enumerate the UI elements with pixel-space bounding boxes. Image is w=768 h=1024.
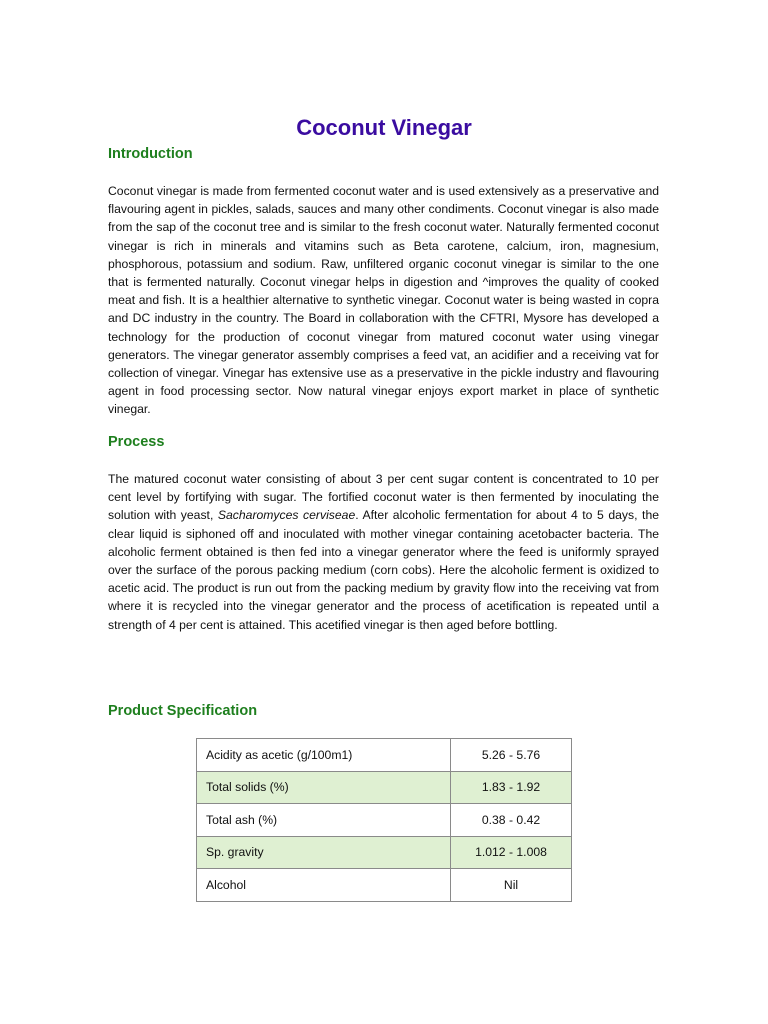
specification-table xyxy=(196,738,572,902)
introduction-heading: Introduction xyxy=(108,146,193,162)
value-cell: 5.26 - 5.76 xyxy=(451,739,572,772)
value-cell: 0.38 - 0.42 xyxy=(451,804,572,837)
table-row xyxy=(197,771,572,804)
parameter-cell: Acidity as acetic (g/100m1) xyxy=(197,739,451,772)
table-row xyxy=(197,836,572,869)
table-row xyxy=(197,804,572,837)
value-cell: 1.83 - 1.92 xyxy=(451,771,572,804)
introduction-paragraph: Coconut vinegar is made from fermented coconut water and is used extensively as a preservative and flavouring agent in pickles, salads, sauces and many other condiments. Coconut vinegar is also made from the sap of the coconut tree and is similar to the fresh coconut water. Naturally fermented coconut vinegar is rich in minerals and vitamins such as Beta carotene, calcium, iron, magnesium, phosphorous, potassium and sodium. Raw, unfiltered organic coconut vinegar is similar to the one that is fermented naturally. Coconut vinegar helps in digestion and ^improves the quality of cooked meat and fish. It is a healthier alternative to synthetic vinegar. Coconut water is being wasted in copra and DC industry in the country. The Board in collaboration with the CFTRI, Mysore has developed a technology for the production of coconut vinegar from matured coconut water using vinegar generators. The vinegar generator assembly comprises a feed vat, an acidifier and a receiving vat for collection of vinegar. Vinegar has extensive use as a preservative in the pickle industry and flavouring agent in food processing sector. Now natural vinegar enjoys export market in place of synthetic vinegar. xyxy=(108,184,659,417)
process-paragraph xyxy=(108,470,659,634)
parameter-cell: Alcohol xyxy=(197,869,451,902)
process-heading: Process xyxy=(108,434,165,450)
table-row xyxy=(197,739,572,772)
parameter-cell: Total solids (%) xyxy=(197,771,451,804)
yeast-species-name: Sacharomyces cerviseae xyxy=(217,508,356,523)
parameter-cell: Sp. gravity xyxy=(197,836,451,869)
table-row xyxy=(197,869,572,902)
value-cell: 1.012 - 1.008 xyxy=(451,836,572,869)
value-cell: Nil xyxy=(451,869,572,902)
page-title: Coconut Vinegar xyxy=(296,115,472,140)
parameter-cell: Total ash (%) xyxy=(197,804,451,837)
process-text-part-2: . After alcoholic fermentation for about 4 to 5 days, the clear liquid is siphoned off and inoculated with mother vinegar containing acetobacter bacteria. The alcoholic ferment obtained is then fed into a vinegar generator where the feed is uniformly sprayed over the surface of the porous packing medium (corn cobs). Here the alcoholic ferment is oxidized to acetic acid. The product is run out from the packing medium by gravity flow into the receiving vat from where it is recycled into the vinegar generator and the process of acetification is repeated until a strength of 4 per cent is attained. This acetified vinegar is then aged before bottling. xyxy=(108,508,660,632)
product-specification-heading: Product Specification xyxy=(108,703,258,719)
process-text-part-1: The matured coconut water consisting of about 3 per cent sugar content is concentrated to 10 per cent level by fortifying with sugar. The fortified coconut water is then fermented by inoculating the solution with yeast, xyxy=(108,472,659,523)
